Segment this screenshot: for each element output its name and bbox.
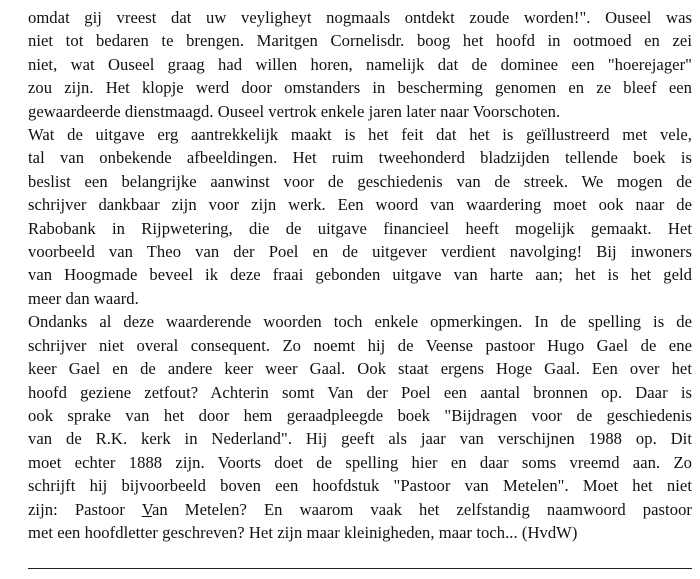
text-line: Wat de uitgave erg aantrekkelijk maakt is het feit dat het is geïllustreerd met vele, [28, 125, 692, 145]
text-line: omdat gij vreest dat uw veyligheyt nogmaals ontdekt zoude worden!". Ouseel was [28, 8, 692, 27]
text-line: schrijft hij bijvoorbeeld boven een hoofdstuk "Pastoor van Metelen". Moet het niet [28, 476, 692, 496]
text-line: moet echter 1888 zijn. Voorts doet de spelling hier en daar soms vreemd aan. Zo [28, 452, 692, 472]
text-line: voorbeeld van Theo van der Poel en de uitgever verdient navolging! Bij inwoners [28, 242, 692, 262]
text-line: beslist een belangrijke aanwinst voor de geschiedenis van de streek. We mogen de [28, 171, 692, 191]
text-line: Ondanks al deze waarderende woorden toch enkele opmerkingen. In de spelling is de [28, 312, 692, 332]
text-line: tal van onbekende afbeeldingen. Het ruim tweehonderd bladzijden tellende boek is [28, 148, 692, 168]
text-line: keer Gael en de andere keer weer Gaal. Ook staat ergens Hoge Gaal. Een over het [28, 359, 692, 379]
text-line: schrijver niet overal consequent. Zo noemt hij de Veense pastoor Hugo Gael de ene [28, 335, 692, 355]
text-line: zou zijn. Het klopje werd door omstanders in bescherming genomen en ze bleef een [28, 78, 692, 98]
text-line: gewaardeerde dienstmaagd. Ouseel vertrok enkele jaren later naar Voorschoten. [28, 101, 561, 121]
text-line-signature: met een hoofdletter geschreven? Het zijn maar kleinigheden, maar toch... (HvdW) [28, 522, 578, 542]
horizontal-rule [28, 568, 692, 569]
text-line: van de R.K. kerk in Nederland". Hij geeft als jaar van verschijnen 1988 op. Dit [28, 429, 692, 449]
text-line-emphasis [28, 498, 692, 521]
paragraph-2 [28, 123, 692, 310]
text-line: niet, wat Ouseel graag had willen horen, namelijk dat de dominee een "hoerejager" [28, 54, 692, 74]
text-line: meer dan waard. [28, 288, 139, 308]
underlined-letter: V [141, 499, 152, 519]
text-line: Rabobank in Rijpwetering, die de uitgave financieel heeft mogelijk gemaakt. Het [28, 218, 692, 238]
text-segment: an Metelen? En waarom vaak het zelfstandig naamwoord pastoor [151, 499, 692, 519]
text-line: van Hoogmade beveel ik deze fraai gebonden uitgave van harte aan; het is het geld [28, 265, 692, 285]
text-segment: zijn: Pastoor [28, 499, 142, 519]
paragraph-1 [28, 6, 692, 123]
paragraph-3 [28, 310, 692, 544]
text-line: ook sprake van het door hem geraadpleegde boek "Bijdragen voor de geschiedenis [28, 405, 692, 425]
text-line: schrijver dankbaar zijn voor zijn werk. Een woord van waardering moet ook naar de [28, 195, 692, 215]
text-line: hoofd geziene zetfout? Achterin somt Van der Poel een aantal bronnen op. Daar is [28, 382, 692, 402]
text-line: niet tot bedaren te brengen. Maritgen Cornelisdr. boog het hoofd in ootmoed en zei [28, 31, 692, 51]
review-text [28, 6, 692, 544]
